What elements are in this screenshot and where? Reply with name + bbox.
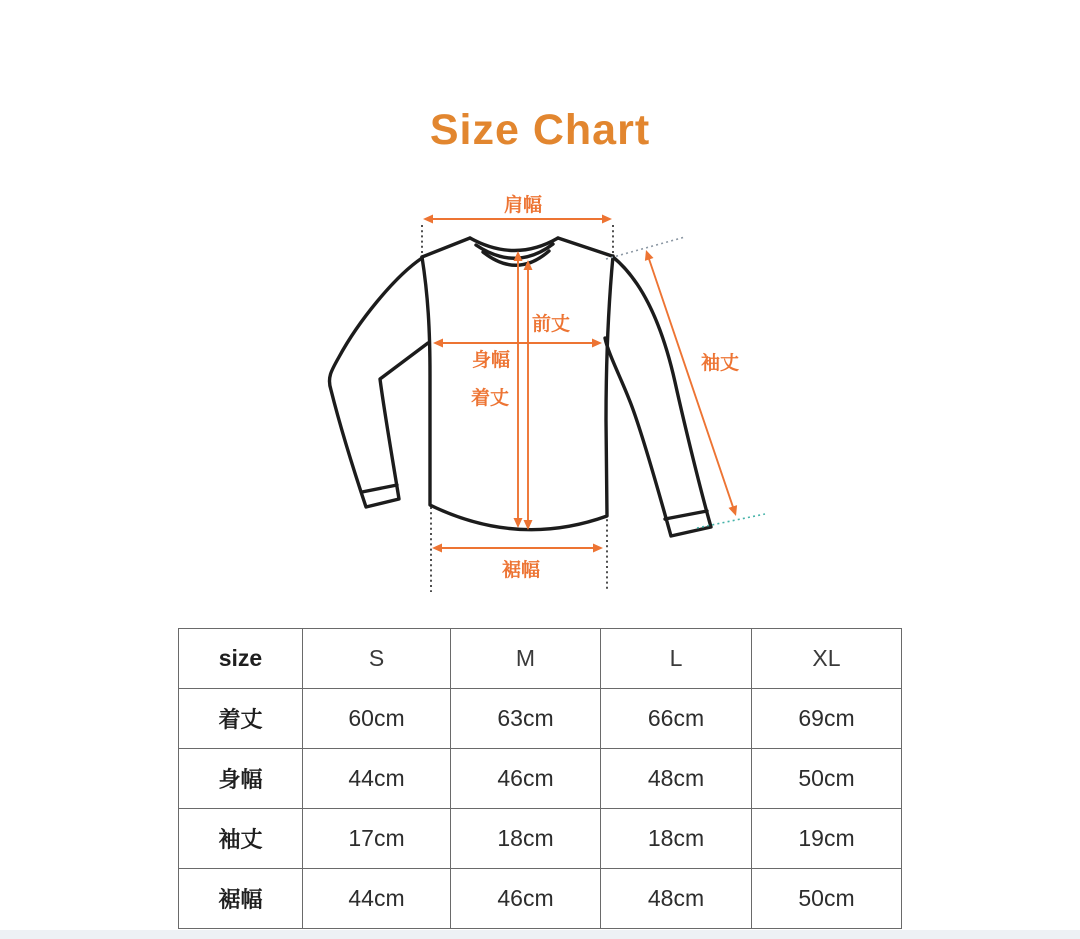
measurement-arrows [423, 215, 740, 553]
front-length-label: 前丈 [531, 314, 571, 335]
left-cuff-seam [362, 485, 397, 492]
right-cuff-seam [665, 511, 707, 519]
image-bottom-edge [0, 930, 1080, 939]
cell-value: 60cm [303, 689, 451, 749]
cell-value: 44cm [303, 869, 451, 929]
cell-value: 50cm [752, 869, 902, 929]
cell-value: 46cm [451, 749, 601, 809]
arrowhead [602, 215, 612, 224]
size-column-m: M [451, 629, 601, 689]
row-label: 着丈 [179, 689, 303, 749]
cell-value: 44cm [303, 749, 451, 809]
cell-value: 18cm [601, 809, 752, 869]
arrowhead [423, 215, 433, 224]
size-table [178, 628, 902, 929]
arrowhead [593, 544, 603, 553]
arrowhead [729, 505, 738, 516]
table-row-sleeve-length [179, 809, 902, 869]
cell-value: 48cm [601, 749, 752, 809]
body-width-label: 身幅 [471, 350, 511, 371]
cell-value: 69cm [752, 689, 902, 749]
arrowhead [645, 250, 654, 261]
sleeve-length-label: 袖丈 [700, 353, 740, 374]
cell-value: 48cm [601, 869, 752, 929]
left-shoulder-seam [422, 238, 470, 257]
size-column-l: L [601, 629, 752, 689]
arrowhead [433, 339, 443, 348]
cell-value: 19cm [752, 809, 902, 869]
size-table-corner-cell: size [179, 629, 303, 689]
shirt-outline-drawing [329, 238, 711, 536]
cell-value: 46cm [451, 869, 601, 929]
table-row-garment-length [179, 689, 902, 749]
right-shoulder-seam [558, 238, 612, 256]
page-title: Size Chart [429, 106, 651, 154]
size-table-header-row [179, 629, 902, 689]
cell-value: 66cm [601, 689, 752, 749]
arrowhead [432, 544, 442, 553]
table-row-body-width [179, 749, 902, 809]
garment-length-label: 着丈 [470, 388, 510, 409]
left-sleeve-outline [329, 258, 428, 507]
cell-value: 50cm [752, 749, 902, 809]
row-label: 袖丈 [179, 809, 303, 869]
arrowhead [592, 339, 602, 348]
size-column-xl: XL [752, 629, 902, 689]
cell-value: 63cm [451, 689, 601, 749]
table-row-hem-width [179, 869, 902, 929]
arrowhead [514, 518, 523, 528]
arrowhead [514, 251, 523, 261]
cell-value: 18cm [451, 809, 601, 869]
hem-width-label: 裾幅 [501, 560, 541, 581]
row-label: 裾幅 [179, 869, 303, 929]
size-column-s: S [303, 629, 451, 689]
cell-value: 17cm [303, 809, 451, 869]
sleeve-length-arrow [648, 256, 734, 510]
row-label: 身幅 [179, 749, 303, 809]
shoulder-width-label: 肩幅 [503, 195, 543, 216]
